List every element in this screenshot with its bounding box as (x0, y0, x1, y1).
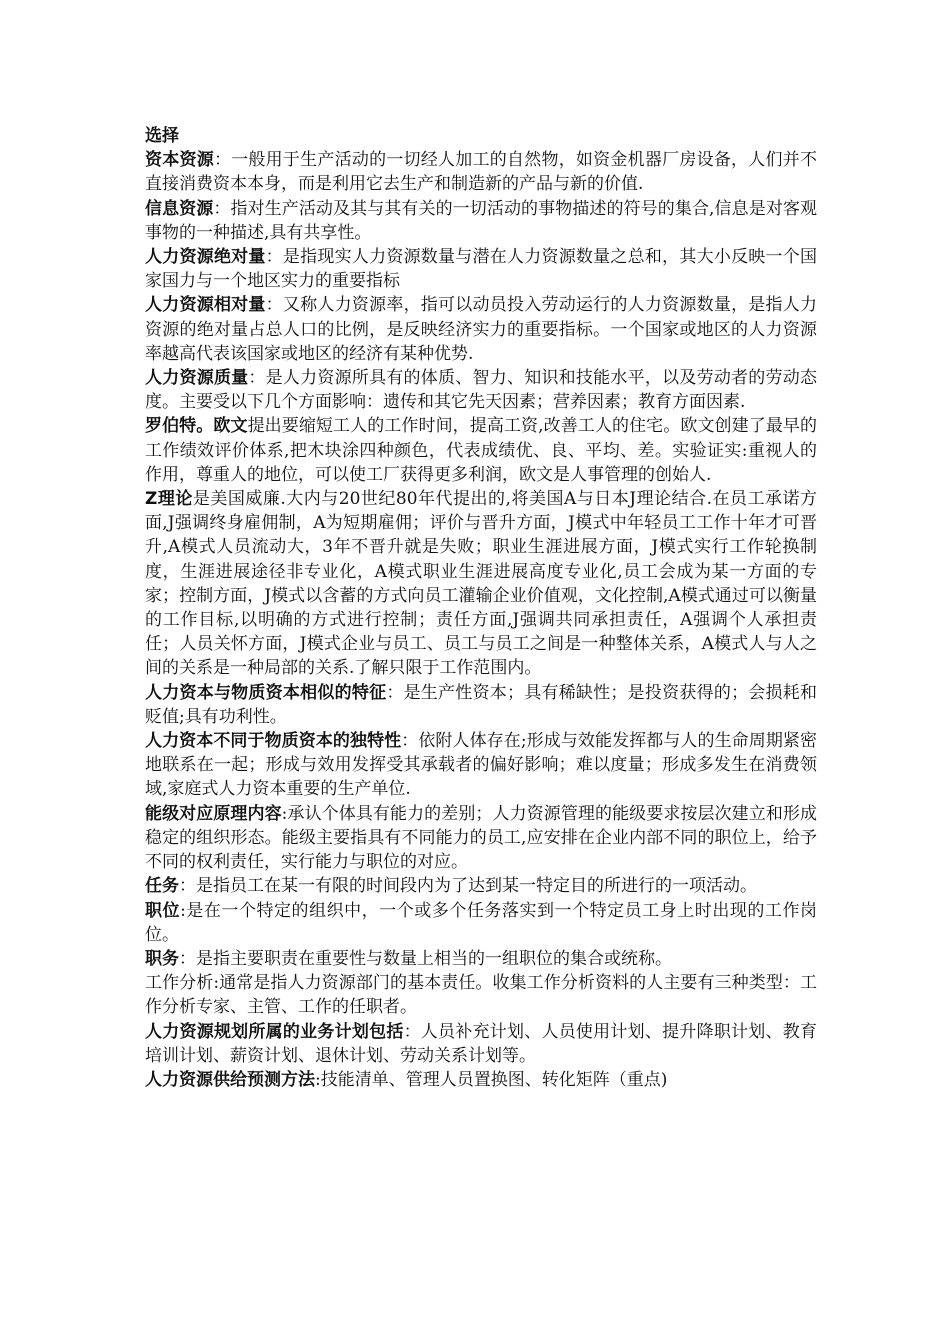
definition-term: 人力资源绝对量 (145, 247, 266, 268)
definition-entry (145, 874, 817, 898)
definition-entry (145, 197, 817, 245)
definition-entry (145, 947, 817, 971)
definition-body: :是在一个特定的组织中，一个或多个任务落实到一个特定员工身上时出现的工作岗位。 (145, 900, 818, 945)
definition-body: 提出要缩短工人的工作时间，提高工资,改善工人的住宅。欧文创建了最早的工作绩效评价体系,把木块涂四种颜色，代表成绩优、良、平均、差。实验证实:重视人的作用，尊重人的地位，可以使工厂获得更多利润，欧文是人事管理的创始人. (145, 416, 818, 485)
definition-term: 职位 (145, 900, 181, 921)
definition-body: ：是生产性资本；具有稀缺性；是投资获得的；会损耗和贬值;具有功利性。 (145, 682, 818, 727)
definition-entry (145, 1020, 817, 1068)
definition-term: Z理论 (145, 489, 193, 510)
definition-entry (145, 487, 817, 681)
definition-entry (145, 681, 817, 729)
definition-body: ：又称人力资源率，指可以动员投入劳动运行的人力资源数量，是指人力资源的绝对量占总人口的比例，是反映经济实力的重要指标。一个国家或地区的人力资源率越高代表该国家或地区的经济有某种优势. (145, 295, 818, 364)
definition-body: ：是指员工在某一有限的时间段内为了达到某一特定目的所进行的一项活动。 (179, 876, 757, 897)
definition-term: 资本资源 (145, 150, 214, 171)
definition-body: ：是人力资源所具有的体质、智力、知识和技能水平，以及劳动者的劳动态度。主要受以下几个方面影响：遗传和其它先天因素；营养因素；教育方面因素. (145, 368, 817, 413)
definition-body: ：依附人体存在;形成与效能发挥都与人的生命周期紧密地联系在一起；形成与效用发挥受其承载者的偏好影响；难以度量；形成多发生在消费领域,家庭式人力资本重要的生产单位. (145, 731, 818, 800)
definition-entry (145, 293, 817, 366)
definition-term: 人力资源相对量 (145, 295, 266, 316)
definition-entry (145, 366, 817, 414)
definition-term: 信息资源 (145, 198, 214, 219)
definition-body: ：是指主要职责在重要性与数量上相当的一组职位的集合或统称。 (179, 948, 672, 969)
definition-term: 人力资源规划所属的业务计划包括 (145, 1021, 404, 1042)
definition-term: 任务 (145, 876, 179, 897)
definition-entry (145, 729, 817, 802)
definition-term: 人力资源供给预测方法 (145, 1069, 315, 1090)
definition-body: ：指对生产活动及其与其有关的一切活动的事物描述的符号的集合,信息是对客观事物的一种描述,具有共享性。 (145, 198, 818, 243)
definition-term: 职务 (145, 948, 179, 969)
definition-body: 是美国威廉.大内与20世纪80年代提出的,将美国A与日本J理论结合.在员工承诺方面,J强调终身雇佣制，A为短期雇佣；评价与晋升方面，J模式中年轻员工工作十年才可晋升,A模式人员流动大，3年不晋升就是失败；职业生涯进展方面，J模式实行工作轮换制度，生涯进展途径非专业化，A模式职业生涯进展高度专业化,员工会成为某一方面的专家；控制方面，J模式以含蓄的方式向员工灌输企业价值观，文化控制,A模式通过可以衡量的工作目标,以明确的方式进行控制；责任方面,J强调共同承担责任，A强调个人承担责任；人员关怀方面，J模式企业与员工、员工与员工之间是一种整体关系，A模式人与人之间的关系是一种局部的关系.了解只限于工作范围内。 (145, 489, 817, 679)
definition-list (145, 148, 817, 1092)
definition-body: ：人员补充计划、人员使用计划、提升降职计划、教育培训计划、薪资计划、退休计划、劳动关系计划等。 (145, 1021, 818, 1066)
definition-body: :承认个体具有能力的差别；人力资源管理的能级要求按层次建立和形成稳定的组织形态。能级主要指具有不同能力的员工,应安排在企业内部不同的职位上，给予不同的权利责任，实行能力与职位的对应。 (145, 803, 817, 873)
definition-body: :技能清单、管理人员置换图、转化矩阵（重点) (315, 1069, 668, 1090)
document-page (145, 124, 817, 1092)
definition-term: 罗伯特。欧文 (145, 416, 248, 437)
definition-body: ：一般用于生产活动的一切经人加工的自然物，如资金机器厂房设备，人们并不直接消费资本本身，而是利用它去生产和制造新的产品与新的价值. (145, 150, 818, 195)
definition-body: ：是指现实人力资源数量与潜在人力资源数量之总和，其大小反映一个国家国力与一个地区实力的重要指标 (145, 247, 818, 292)
definition-entry (145, 148, 817, 196)
definition-entry (145, 1068, 817, 1092)
definition-term: 人力资本与物质资本相似的特征 (145, 682, 387, 703)
definition-entry (145, 971, 817, 1019)
definition-entry (145, 802, 817, 875)
definition-term: 人力资源质量 (145, 368, 249, 389)
definition-term: 能级对应原理内容 (145, 803, 282, 824)
definition-term: 人力资本不同于物质资本的独特性 (145, 731, 402, 752)
definition-entry (145, 899, 817, 947)
definition-entry (145, 414, 817, 487)
section-heading: 选择 (145, 126, 179, 146)
definition-body: 工作分析:通常是指人力资源部门的基本责任。收集工作分析资料的人主要有三种类型：工作分析专家、主管、工作的任职者。 (145, 973, 817, 1018)
definition-entry (145, 245, 817, 293)
